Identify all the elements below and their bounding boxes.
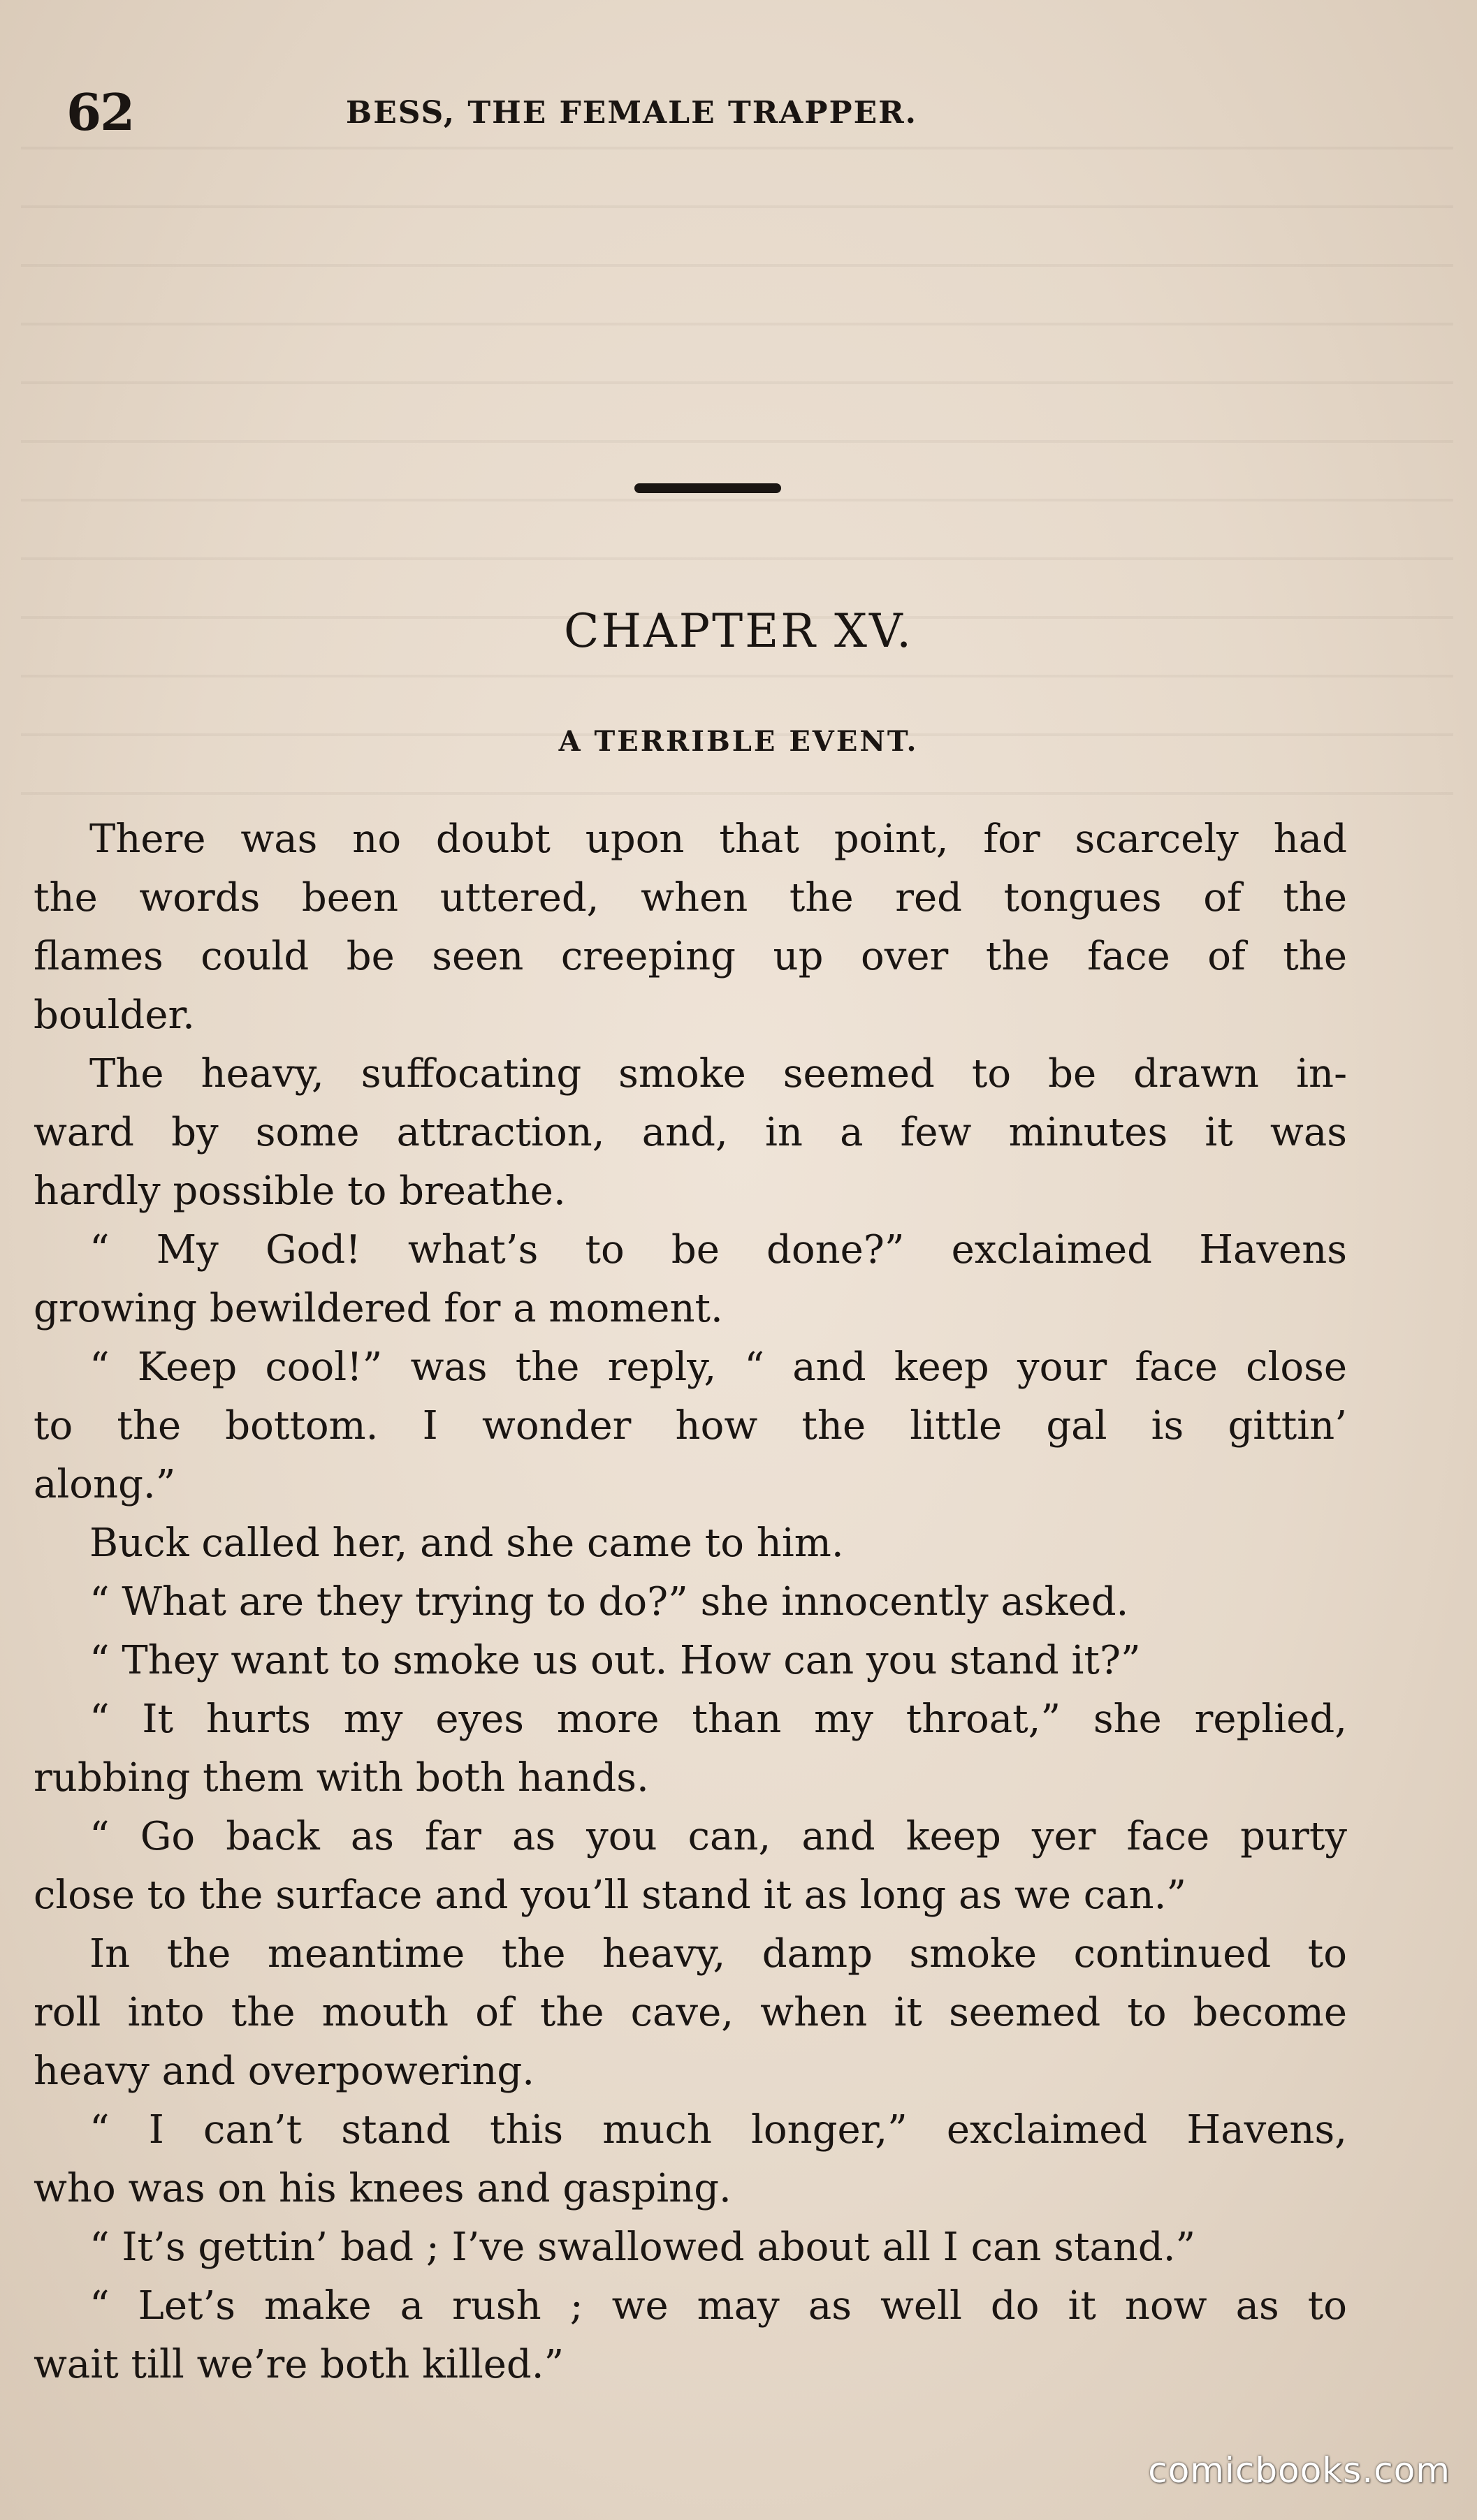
text-line: roll into the mouth of the cave, when it seemed to become [34,1990,1347,2035]
text-line: “ What are they trying to do?” she innocently asked. [89,1579,1129,1625]
text-line: wait till we’re both killed.” [34,2342,565,2387]
text-line: “ It’s gettin’ bad ; I’ve swallowed about all I can stand.” [89,2225,1196,2270]
text-line: heavy and overpowering. [34,2049,535,2094]
text-line: “ My God! what’s to be done?” exclaimed Havens [89,1227,1347,1273]
text-line: along.” [34,1462,176,1507]
text-line: flames could be seen creeping up over the face of the [34,934,1347,979]
text-line: the words been uttered, when the red tongues of the [34,875,1347,921]
section-rule [634,483,781,493]
bleed-through-texture [21,105,1453,803]
chapter-title: CHAPTER XV. [563,604,914,658]
text-line: boulder. [34,992,195,1038]
text-line: Buck called her, and she came to him. [89,1521,844,1566]
text-line: close to the surface and you’ll stand it as long as we can.” [34,1873,1187,1918]
text-line: “ Go back as far as you can, and keep yer face purty [89,1814,1347,1859]
text-line: who was on his knees and gasping. [34,2166,732,2211]
text-line: rubbing them with both hands. [34,1755,649,1801]
text-line: “ Keep cool!” was the reply, “ and keep your face close [89,1345,1347,1390]
page-header [66,82,1372,145]
running-head: BESS, THE FEMALE TRAPPER. [346,95,918,131]
text-line: The heavy, suffocating smoke seemed to be drawn in- [89,1051,1347,1097]
text-line: to the bottom. I wonder how the little gal is gittin’ [34,1403,1347,1449]
text-line: “ They want to smoke us out. How can you stand it?” [89,1638,1141,1683]
text-line: “ Let’s make a rush ; we may as well do it now as to [89,2283,1347,2329]
text-line: growing bewildered for a moment. [34,1286,723,1331]
text-line: “ I can’t stand this much longer,” exclaimed Havens, [89,2107,1347,2153]
watermark-logo: comicbooks.com [1148,2450,1450,2491]
text-line: There was no doubt upon that point, for scarcely had [89,816,1347,862]
text-line: In the meantime the heavy, damp smoke continued to [89,1931,1347,1977]
text-line: “ It hurts my eyes more than my throat,” she replied, [89,1697,1347,1742]
text-line: hardly possible to breathe. [34,1169,566,1214]
text-line: ward by some attraction, and, in a few minutes it was [34,1110,1347,1155]
body-text [34,810,1347,2394]
chapter-subtitle: A TERRIBLE EVENT. [558,725,919,758]
page-number: 62 [66,82,134,142]
